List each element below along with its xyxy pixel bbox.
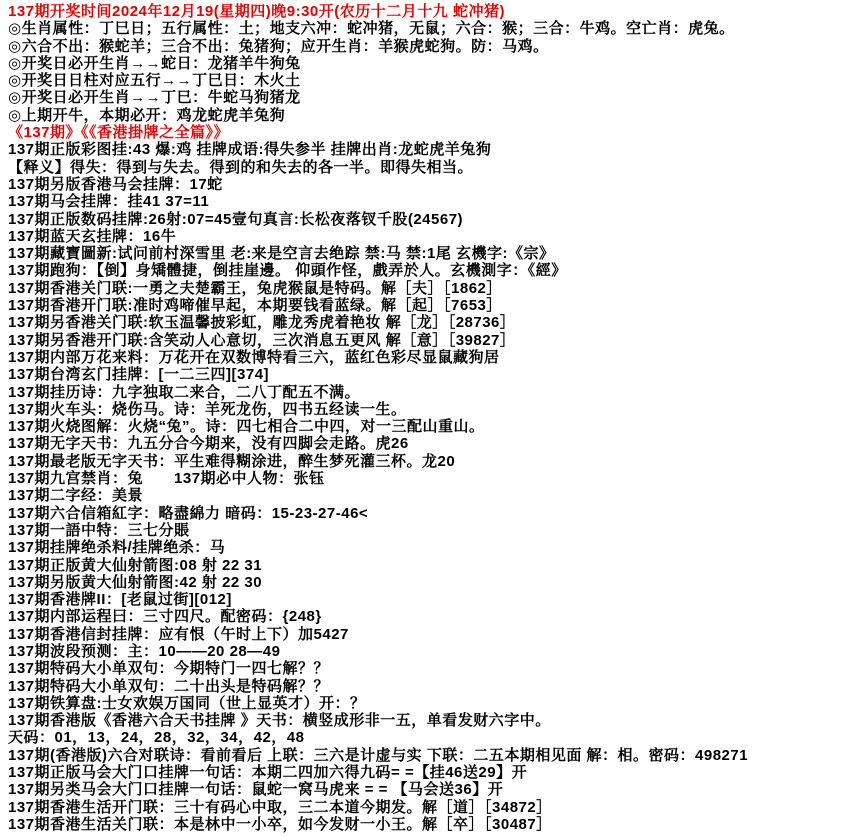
- line-fire-burn-diagram: 137期火烧图解：火烧“兔”。诗：四七相合二中四，对一三配山重山。: [8, 418, 485, 436]
- line-official-jockey-gate-sentence: 137期正版马会大门口挂牌一句话：本期二四加六得九码= =【挂46送29】开: [8, 764, 528, 782]
- line-calendar-poem: 137期挂历诗：九字独取二来合，二八丁配五不满。: [8, 383, 361, 401]
- line-guapai-kill: 137期挂牌绝杀料/挂牌绝杀：马: [8, 539, 226, 557]
- line-hk-closing-couplet: 137期香港关门联:一勇之夫楚霸王，兔虎猴鼠是特码。解［夫］［1862］: [8, 279, 502, 297]
- line-jockey-club-gua: 137期马会挂牌：挂41 37=11: [8, 193, 210, 211]
- line-tianma-numbers: 天码：01，13，24，28，32，34，42，48: [8, 729, 305, 747]
- line-iron-abacus: 137期铁算盘:士女欢娱万国同（世上显英才）开：？: [8, 694, 366, 712]
- line-jiugong-forbidden-zodiac: 137期九宫禁肖：兔 137期必中人物：张钰: [8, 470, 325, 488]
- line-hk-opening-couplet: 137期香港开门联:准时鸡啼催早起，本期要钱看蓝绿。解［起］［7653］: [8, 297, 502, 315]
- line-oldest-wordless-book: 137期最老版无字天书：平生难得糊涂进，醉生梦死灌三杯。龙20: [8, 452, 456, 470]
- line-interpretation: 【释义】得失：得到与失去。得到的和失去的各一半。即得失相当。: [8, 158, 474, 176]
- line-internal-wanhua-tips: 137期内部万花来料：万花开在双数博特看三六，蓝红色彩尽显鼠藏狗居: [8, 348, 500, 366]
- line-taiwan-xuanmen-gua: 137期台湾玄门挂牌：[一二三四][374]: [8, 366, 270, 384]
- line-running-dog: 137期跑狗：【倒】身矯體捷，倒挂崖邊。 仰頭作怪，戲弄於人。玄機測字：《經》: [8, 262, 567, 280]
- line-special-code-sentence-2: 137期特码大小单双句：二十出头是特码解？？: [8, 677, 330, 695]
- line-alt-hk-jockey-club-gua: 137期另版香港马会挂牌：17蛇: [8, 175, 223, 193]
- line-must-open-zodiac-snake-day: ◎开奖日必开生肖→→蛇日：龙猪羊牛狗兔: [8, 54, 301, 72]
- line-draw-time-header: 137期开奖时间2024年12月19(星期四)晚9:30开(农历十二月十九 蛇冲猪): [8, 3, 505, 20]
- line-zodiac-attributes: ◎生肖属性：丁巳日；五行属性：土；地支六冲：蛇冲猪，无鼠；六合：猴；三合：牛鸡。空亡肖：虎兔。: [8, 20, 735, 38]
- line-liuhe-couplet-poem: 137期(香港版)六合对联诗：看前看后 上联：三六是计虚与实 下联：二五本期相见面 解：相。密码：498271: [8, 746, 749, 764]
- line-hk-liuhe-tianshu-gua: 137期香港版《香港六合天书挂牌 》天书：横竖成形非一五，单看发财六字中。: [8, 712, 551, 730]
- line-liuhe-exclusions: ◎六合不出：猴蛇羊；三合不出：兔猪狗；应开生肖：羊猴虎蛇狗。防：马鸡。: [8, 37, 549, 55]
- line-day-pillar-five-elements: ◎开奖日日柱对应五行→→丁巳日：木火土: [8, 72, 301, 90]
- line-must-open-zodiac-dingsi: ◎开奖日必开生肖→→丁巳：牛蛇马狗猪龙: [8, 89, 301, 107]
- line-hk-pai-ii: 137期香港牌II：[老鼠过街][012]: [8, 591, 232, 609]
- line-two-char-classic: 137期二字经：美景: [8, 487, 144, 505]
- line-official-digital-gua: 137期正版数码挂牌:26射:07=45壹句真言:长松夜落钗千股(24567): [8, 210, 464, 228]
- line-liuhe-mailbox-red-chars: 137期六合信箱紅字：略盡綿力 暗码：15-23-27-46<: [8, 504, 369, 522]
- line-special-code-sentence-1: 137期特码大小单双句：今期特门一四七解？？: [8, 660, 330, 678]
- line-one-phrase-special: 137期一語中特：三七分賬: [8, 521, 190, 539]
- line-official-huangdaxian-arrow: 137期正版黄大仙射箭图:08 射 22 31: [8, 556, 263, 574]
- line-blue-sky-gua: 137期蓝天玄挂牌：16牛: [8, 227, 177, 245]
- line-alt-jockey-gate-sentence: 137期另类马会大门口挂牌一句话：鼠蛇一窝马虎来 = = 【马会送36】开: [8, 781, 504, 799]
- line-alt-hk-opening-couplet: 137期另香港开门联:含笑动人心意切，三次消息五更风 解［意］［39827］: [8, 331, 516, 349]
- line-alt-huangdaxian-arrow: 137期另版黄大仙射箭图:42 射 22 30: [8, 573, 263, 591]
- line-hk-life-closing-couplet: 137期香港生活关门联：本是林中一小卒，如今发财一小王。解［卒］［30487］: [8, 815, 552, 833]
- line-wordless-book: 137期无字天书：九五分合今期来，没有四脚会走路。虎26: [8, 435, 409, 453]
- line-guapai-section-title: 《137期》《《香港掛牌之全篇》》: [8, 124, 230, 142]
- line-treasure-map: 137期藏寶圖新:试问前村深雪里 老:来是空言去绝踪 禁:马 禁:1尾 玄機字:《宗》: [8, 245, 555, 263]
- line-alt-hk-closing-couplet: 137期另香港关门联:软玉温馨披彩虹，雕龙秀虎着艳妆 解［龙］［28736］: [8, 314, 516, 332]
- line-last-period-result: ◎上期开牛，本期必开：鸡龙蛇虎羊兔狗: [8, 106, 286, 124]
- line-train-head: 137期火车头：烧伤马。诗：羊死龙伤，四书五经读一生。: [8, 400, 407, 418]
- line-hk-life-opening-couplet: 137期香港生活开门联：三十有码心中取，三二本道今期发。解［道］［34872］: [8, 798, 552, 816]
- line-wave-band-forecast: 137期波段预测：主：10——20 28—49: [8, 642, 281, 660]
- line-official-color-chart: 137期正版彩图挂:43 爆:鸡 挂牌成语:得失参半 挂牌出肖:龙蛇虎羊兔狗: [8, 141, 492, 159]
- line-hk-envelope-gua: 137期香港信封挂牌：应有恨（午时上下）加5427: [8, 625, 349, 643]
- line-internal-fortune: 137期内部运程曰：三寸四尺。配密码：{248}: [8, 608, 322, 626]
